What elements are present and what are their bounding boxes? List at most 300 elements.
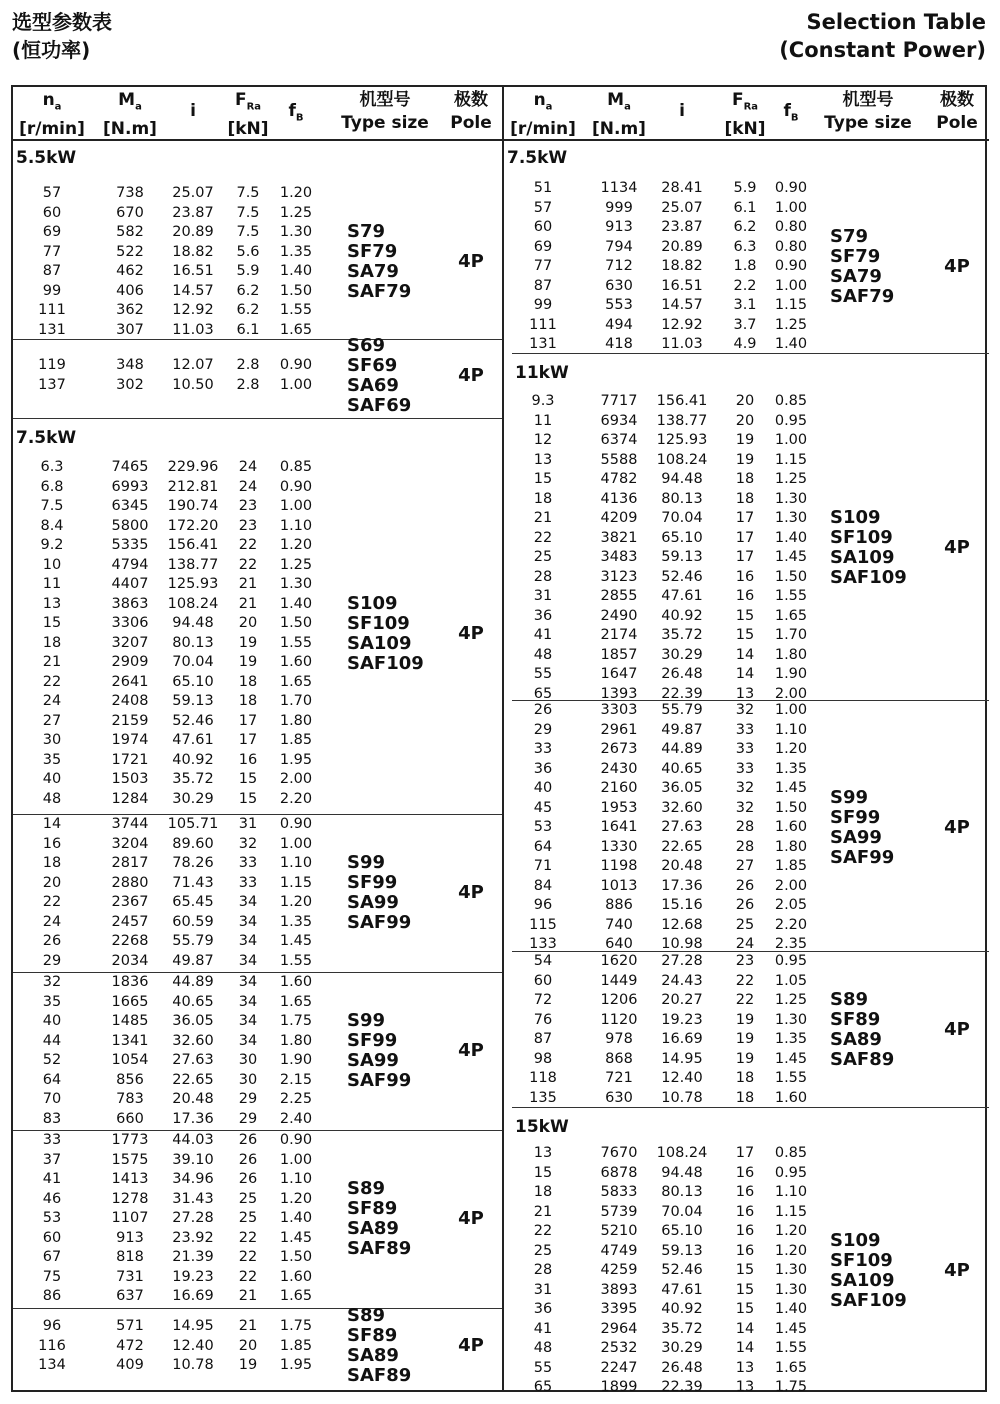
type-size: SAF69 [347, 394, 412, 416]
cell-na: 52 [42, 1052, 62, 1068]
cell-fra: 34 [238, 974, 258, 990]
type-size: SA109 [347, 632, 412, 654]
cell-i: 125.93 [167, 576, 219, 592]
cell-na: 69 [42, 224, 62, 240]
cell-i: 12.40 [172, 1337, 214, 1354]
table-row [13, 184, 502, 204]
cell-fb: 1.65 [774, 607, 808, 624]
cell-ma: 1620 [600, 953, 638, 969]
cell-na: 41 [533, 627, 553, 643]
cell-fra: 15 [735, 627, 755, 643]
cell-na: 96 [533, 897, 553, 913]
cell-i: 22.39 [661, 1379, 703, 1395]
cell-fb: 1.70 [279, 693, 313, 709]
cell-na: 87 [533, 277, 553, 294]
cell-fb: 1.50 [774, 799, 808, 816]
cell-fra: 24 [238, 459, 258, 475]
cell-fb: 1.00 [279, 1151, 313, 1168]
cell-ma: 1330 [600, 838, 638, 855]
cell-i: 19.23 [172, 1268, 214, 1285]
table-row [13, 1337, 502, 1357]
cell-fb: 1.95 [279, 1357, 313, 1373]
table-row [512, 1069, 989, 1089]
cell-fb: 1.25 [279, 204, 313, 221]
table-row [13, 614, 502, 634]
cell-na: 137 [38, 376, 66, 393]
cell-fra: 19 [735, 1031, 755, 1047]
type-size: S89 [830, 989, 869, 1010]
cell-fra: 34 [238, 894, 258, 910]
cell-fra: 32 [238, 835, 258, 852]
cell-fb: 1.90 [279, 1052, 313, 1068]
cell-fra: 32 [735, 799, 755, 816]
table-row [512, 1281, 989, 1301]
cell-ma: 1503 [111, 771, 149, 787]
table-row [13, 993, 502, 1013]
type-size-list [830, 227, 894, 307]
type-size: SF89 [347, 1325, 398, 1347]
cell-na: 116 [38, 1337, 66, 1354]
cell-na: 35 [42, 993, 62, 1010]
cell-i: 19.23 [661, 1011, 703, 1028]
section-power-title: 7.5kW [16, 428, 77, 448]
cell-fb: 1.85 [279, 1337, 313, 1354]
cell-na: 27 [42, 712, 62, 729]
cell-i: 16.69 [661, 1031, 703, 1047]
cell-fra: 30 [238, 1071, 258, 1088]
cell-fra: 18 [735, 490, 755, 507]
cell-fra: 3.1 [733, 297, 757, 313]
cell-ma: 5210 [600, 1223, 638, 1239]
cell-na: 18 [42, 634, 62, 651]
cell-i: 27.28 [661, 953, 703, 969]
cell-fra: 27 [735, 858, 755, 874]
cell-ma: 4782 [600, 471, 638, 487]
cell-fra: 16 [735, 1164, 755, 1181]
table-group [504, 139, 989, 353]
cell-i: 25.07 [661, 199, 703, 216]
table-row [512, 626, 989, 646]
cell-ma: 3863 [111, 595, 149, 612]
cell-fb: 1.55 [774, 1070, 808, 1086]
cell-fb: 1.40 [279, 263, 313, 279]
col-type: 机型号 Type size [824, 90, 912, 133]
cell-na: 11 [42, 576, 62, 592]
cell-fb: 1.30 [279, 224, 313, 240]
cell-ma: 418 [605, 336, 633, 352]
header-cn-title: 选型参数表 [12, 10, 112, 34]
cell-na: 22 [42, 673, 62, 690]
cell-ma: 868 [605, 1050, 633, 1067]
cell-na: 40 [533, 780, 553, 796]
pole-value: 4P [458, 622, 484, 644]
cell-ma: 1206 [600, 992, 638, 1008]
cell-fb: 1.85 [279, 732, 313, 748]
cell-na: 40 [42, 771, 62, 787]
table-row [512, 1261, 989, 1281]
cell-i: 24.43 [661, 972, 703, 989]
cell-ma: 3483 [600, 549, 638, 565]
cell-i: 60.59 [172, 913, 214, 930]
table-row [512, 779, 989, 799]
cell-fb: 1.55 [774, 1340, 808, 1356]
cell-ma: 999 [605, 199, 633, 216]
cell-na: 77 [533, 258, 553, 274]
table-row [512, 896, 989, 916]
cell-fra: 23 [735, 953, 755, 969]
cell-ma: 5739 [600, 1203, 638, 1220]
cell-i: 16.51 [661, 277, 703, 294]
cell-fb: 2.20 [774, 916, 808, 933]
cell-ma: 1341 [111, 1032, 149, 1049]
cell-fra: 19 [238, 1357, 258, 1373]
cell-fb: 1.80 [774, 838, 808, 855]
cell-ma: 670 [116, 204, 144, 221]
type-size: S89 [347, 1177, 386, 1199]
cell-fb: 1.50 [279, 282, 313, 299]
cell-na: 6.8 [40, 478, 64, 495]
cell-fb: 1.10 [774, 721, 808, 738]
cell-ma: 738 [116, 185, 144, 201]
cell-i: 35.72 [172, 771, 214, 787]
cell-fra: 13 [735, 1379, 755, 1395]
cell-fb: 1.05 [774, 972, 808, 989]
cell-na: 21 [533, 1203, 553, 1220]
pole-value: 4P [944, 1019, 970, 1040]
cell-na: 22 [42, 894, 62, 910]
cell-ma: 7465 [111, 459, 149, 475]
cell-fra: 6.2 [733, 219, 757, 235]
cell-ma: 4136 [600, 490, 638, 507]
cell-fra: 21 [238, 576, 258, 592]
cell-na: 33 [42, 1132, 62, 1148]
cell-fb: 1.20 [279, 894, 313, 910]
cell-ma: 3306 [111, 615, 149, 631]
cell-na: 57 [533, 199, 553, 216]
cell-fra: 15 [735, 1262, 755, 1278]
cell-na: 35 [42, 751, 62, 768]
cell-fra: 17 [238, 732, 258, 748]
cell-i: 32.60 [661, 799, 703, 816]
cell-fb: 1.25 [774, 992, 808, 1008]
cell-ma: 4794 [111, 556, 149, 573]
col-fra: $F_{Ra}$ [kN] [227, 90, 269, 140]
cell-fra: 7.5 [236, 224, 260, 240]
type-size: S109 [830, 1229, 881, 1251]
cell-ma: 5335 [111, 537, 149, 553]
cell-na: 11 [533, 412, 553, 429]
cell-na: 14 [42, 816, 62, 832]
table-row [512, 1359, 989, 1379]
cell-ma: 1284 [111, 790, 149, 807]
cell-i: 22.65 [172, 1071, 214, 1088]
type-size: SA109 [830, 547, 895, 568]
type-size: SA89 [347, 1217, 399, 1239]
cell-i: 49.87 [172, 952, 214, 969]
cell-na: 48 [42, 790, 62, 807]
cell-fra: 19 [735, 1011, 755, 1028]
cell-ma: 6934 [600, 412, 638, 429]
cell-fb: 1.75 [774, 1379, 808, 1395]
table-row [13, 356, 502, 376]
cell-fra: 22 [238, 1249, 258, 1265]
type-size: S99 [347, 852, 386, 873]
type-size: SF109 [830, 527, 893, 548]
cell-ma: 553 [605, 297, 633, 313]
cell-ma: 4259 [600, 1262, 638, 1278]
cell-fb: 1.45 [774, 1320, 808, 1337]
section-power-title: 5.5kW [16, 148, 77, 168]
cell-ma: 5800 [111, 517, 149, 534]
type-size: SA79 [830, 265, 882, 287]
table-row [504, 179, 989, 199]
type-size-list [347, 222, 411, 302]
cell-ma: 740 [605, 916, 633, 933]
table-row [13, 1131, 502, 1151]
cell-i: 20.27 [661, 992, 703, 1008]
cell-i: 20.48 [661, 858, 703, 874]
cell-i: 22.65 [661, 838, 703, 855]
cell-fb: 1.00 [279, 376, 313, 393]
pole-value: 4P [458, 1040, 484, 1061]
table-row [13, 1268, 502, 1288]
cell-fb: 1.10 [279, 1171, 313, 1187]
cell-na: 24 [42, 913, 62, 930]
cell-ma: 2641 [111, 673, 149, 690]
cell-fb: 1.50 [279, 1249, 313, 1265]
cell-na: 53 [533, 819, 553, 835]
cell-fra: 6.3 [733, 238, 757, 255]
cell-na: 69 [533, 238, 553, 255]
cell-fra: 6.1 [236, 321, 260, 338]
cell-fra: 7.5 [236, 204, 260, 221]
table-row [512, 721, 989, 741]
cell-i: 40.92 [661, 607, 703, 624]
cell-na: 133 [529, 936, 557, 952]
cell-ma: 1107 [111, 1210, 149, 1226]
cell-fra: 30 [238, 1052, 258, 1068]
table-row [13, 458, 502, 478]
cell-fra: 13 [735, 685, 755, 702]
cell-i: 44.89 [661, 741, 703, 757]
table-row [504, 257, 989, 277]
cell-i: 18.82 [172, 243, 214, 260]
type-size: S109 [830, 507, 881, 528]
cell-fb: 1.00 [279, 498, 313, 514]
cell-na: 96 [42, 1318, 62, 1334]
cell-na: 67 [42, 1249, 62, 1265]
table-row [13, 262, 502, 282]
cell-i: 108.24 [167, 595, 219, 612]
cell-i: 40.92 [661, 1301, 703, 1317]
cell-fra: 34 [238, 933, 258, 949]
cell-i: 78.26 [172, 855, 214, 871]
cell-i: 65.10 [661, 1223, 703, 1239]
cell-fb: 1.45 [279, 933, 313, 949]
cell-i: 30.29 [661, 646, 703, 663]
cell-fb: 1.00 [774, 199, 808, 216]
cell-ma: 409 [116, 1357, 144, 1373]
cell-na: 72 [533, 992, 553, 1008]
cell-fb: 1.60 [279, 1268, 313, 1285]
cell-ma: 2367 [111, 894, 149, 910]
col-type: 机型号 Type size [341, 90, 429, 133]
cell-fb: 1.65 [279, 1288, 313, 1304]
cell-ma: 1413 [111, 1171, 149, 1187]
cell-na: 131 [529, 336, 557, 352]
cell-fb: 1.00 [279, 835, 313, 852]
cell-fb: 1.25 [279, 556, 313, 573]
cell-fb: 1.60 [279, 974, 313, 990]
cell-i: 26.48 [661, 1359, 703, 1376]
cell-ma: 6993 [111, 478, 149, 495]
cell-na: 9.3 [531, 393, 555, 409]
table-row [13, 243, 502, 263]
type-size: SF69 [347, 354, 398, 376]
table-row [13, 731, 502, 751]
table-row [13, 575, 502, 595]
table-row [13, 712, 502, 732]
cell-ma: 2909 [111, 654, 149, 670]
cell-fb: 0.90 [279, 357, 313, 373]
cell-na: 36 [533, 760, 553, 777]
type-size: SAF79 [830, 285, 895, 307]
cell-ma: 2964 [600, 1320, 638, 1337]
cell-fra: 15 [238, 771, 258, 787]
cell-na: 32 [42, 974, 62, 990]
table-row [512, 1164, 989, 1184]
cell-fb: 2.00 [279, 771, 313, 787]
table-row [512, 972, 989, 992]
cell-fra: 26 [238, 1171, 258, 1187]
cell-i: 47.61 [172, 732, 214, 748]
table-group [13, 972, 502, 1131]
cell-fb: 1.20 [774, 1223, 808, 1239]
table-row [512, 799, 989, 819]
cell-fra: 22 [238, 556, 258, 573]
cell-ma: 5588 [600, 451, 638, 468]
cell-ma: 2247 [600, 1359, 638, 1376]
table-row [13, 1071, 502, 1091]
table-row [512, 1011, 989, 1031]
cell-fra: 26 [238, 1151, 258, 1168]
cell-fra: 7.5 [236, 185, 260, 201]
cell-fb: 1.30 [279, 576, 313, 592]
cell-fra: 16 [735, 588, 755, 604]
col-ma: $M_a$ [N.m] [103, 90, 157, 140]
pole-value: 4P [944, 1259, 970, 1281]
cell-na: 44 [42, 1032, 62, 1049]
cell-fra: 18 [238, 673, 258, 690]
type-size: SF99 [347, 872, 398, 893]
table-row [512, 431, 989, 451]
cell-fra: 28 [735, 819, 755, 835]
col-na: $n_a$ [r/min] [510, 90, 576, 140]
table-row [504, 238, 989, 258]
cell-na: 26 [42, 933, 62, 949]
table-row [512, 1242, 989, 1262]
cell-na: 21 [42, 654, 62, 670]
cell-fb: 1.15 [774, 297, 808, 313]
cell-fb: 1.55 [279, 302, 313, 318]
cell-i: 20.89 [661, 238, 703, 255]
table-group [13, 1130, 502, 1309]
table-row [13, 223, 502, 243]
cell-na: 26 [533, 702, 553, 718]
cell-i: 11.03 [661, 336, 703, 352]
cell-fb: 2.05 [774, 897, 808, 913]
cell-ma: 1773 [111, 1132, 149, 1148]
cell-fra: 21 [238, 595, 258, 612]
cell-na: 87 [533, 1031, 553, 1047]
cell-ma: 348 [116, 357, 144, 373]
table-row [13, 478, 502, 498]
cell-na: 131 [38, 321, 66, 338]
table-row [13, 1110, 502, 1130]
table-row [512, 952, 989, 972]
cell-ma: 1449 [600, 972, 638, 989]
column-header-left [13, 87, 502, 141]
table-row [13, 497, 502, 517]
type-size-list [347, 594, 424, 674]
cell-ma: 630 [605, 277, 633, 294]
cell-ma: 1665 [111, 993, 149, 1010]
type-size: SAF89 [347, 1237, 412, 1259]
table-group [13, 1305, 502, 1393]
cell-fra: 22 [238, 537, 258, 553]
cell-i: 16.51 [172, 263, 214, 279]
cell-i: 59.13 [661, 1242, 703, 1259]
cell-ma: 2160 [600, 780, 638, 796]
cell-ma: 783 [116, 1091, 144, 1107]
cell-fra: 19 [735, 451, 755, 468]
cell-ma: 3744 [111, 816, 149, 832]
cell-i: 20.48 [172, 1091, 214, 1107]
cell-i: 55.79 [661, 702, 703, 718]
type-size-list [347, 1011, 411, 1091]
cell-fra: 31 [238, 816, 258, 832]
cell-i: 30.29 [172, 790, 214, 807]
cell-i: 27.63 [172, 1052, 214, 1068]
cell-na: 30 [42, 732, 62, 748]
cell-na: 16 [42, 835, 62, 852]
type-size: SAF79 [347, 281, 412, 302]
cell-fb: 1.15 [774, 1203, 808, 1220]
cell-na: 36 [533, 1301, 553, 1317]
cell-ma: 2880 [111, 874, 149, 891]
cell-fra: 5.6 [236, 243, 260, 260]
table-row [13, 1287, 502, 1307]
table-row [512, 838, 989, 858]
cell-fra: 23 [238, 517, 258, 534]
cell-i: 30.29 [661, 1340, 703, 1356]
cell-i: 10.50 [172, 376, 214, 393]
cell-fb: 2.40 [279, 1110, 313, 1127]
cell-fra: 2.2 [733, 277, 757, 294]
cell-i: 10.98 [661, 936, 703, 952]
type-size: SA99 [347, 892, 399, 913]
type-size-list [347, 853, 411, 933]
table-row [512, 451, 989, 471]
cell-ma: 1721 [111, 751, 149, 768]
cell-fra: 19 [238, 654, 258, 670]
cell-fra: 26 [238, 1132, 258, 1148]
col-pole: 极数 Pole [936, 90, 978, 133]
cell-i: 89.60 [172, 835, 214, 852]
type-size: SF79 [347, 241, 398, 262]
table-row [13, 1209, 502, 1229]
cell-fb: 1.20 [774, 1242, 808, 1259]
